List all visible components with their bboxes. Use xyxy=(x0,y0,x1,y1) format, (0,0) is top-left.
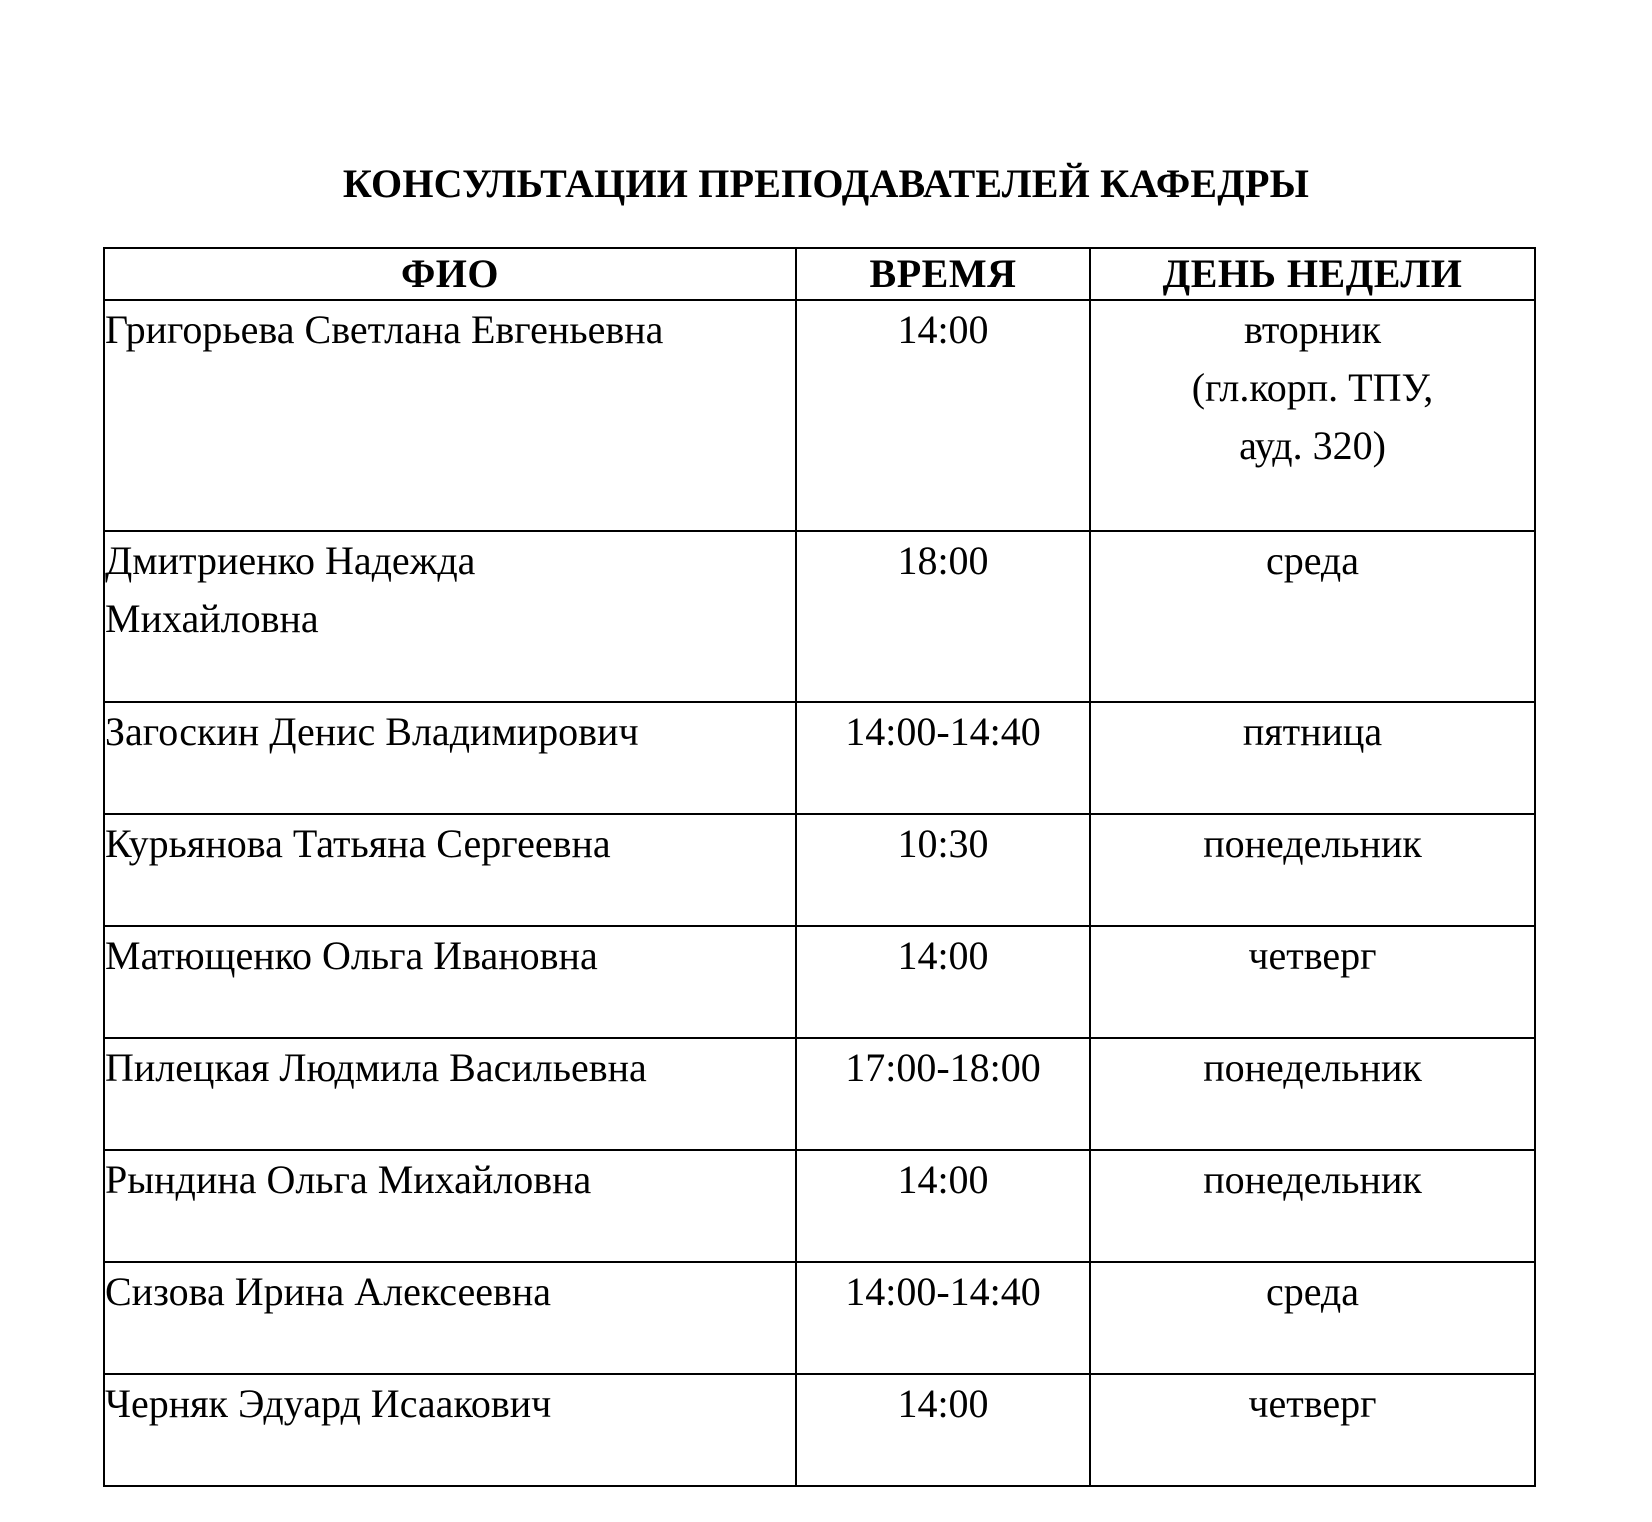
table-header-row xyxy=(104,248,1535,300)
consultation-time: 14:00-14:40 xyxy=(845,709,1041,754)
cell-name xyxy=(104,531,796,702)
consultation-day: четверг xyxy=(1248,1381,1377,1426)
cell-day xyxy=(1090,1374,1535,1486)
teacher-name: Рындина Ольга Михайловна xyxy=(105,1157,592,1202)
teacher-name: Пилецкая Людмила Васильевна xyxy=(105,1045,647,1090)
consultation-day: пятница xyxy=(1242,709,1383,754)
consultation-day: среда xyxy=(1265,538,1360,583)
consultation-time: 14:00 xyxy=(897,1381,989,1426)
cell-name xyxy=(104,1374,796,1486)
cell-day xyxy=(1090,926,1535,1038)
cell-time xyxy=(796,531,1090,702)
teacher-name: Сизова Ирина Алексеевна xyxy=(105,1269,552,1314)
consultation-time: 14:00-14:40 xyxy=(845,1269,1041,1314)
cell-time xyxy=(796,1150,1090,1262)
cell-time xyxy=(796,1038,1090,1150)
teacher-name: Черняк Эдуард Исаакович xyxy=(105,1381,552,1426)
consultation-time: 17:00-18:00 xyxy=(845,1045,1041,1090)
cell-day xyxy=(1090,1150,1535,1262)
consultation-day: среда xyxy=(1265,1269,1360,1314)
table-row xyxy=(104,531,1535,702)
cell-name xyxy=(104,814,796,926)
consultation-day: понедельник xyxy=(1203,1157,1422,1202)
teacher-name: Загоскин Денис Владимирович xyxy=(105,709,639,754)
consultation-day: вторник (гл.корп. ТПУ, ауд. 320) xyxy=(1191,307,1434,468)
cell-day xyxy=(1090,814,1535,926)
table-row xyxy=(104,814,1535,926)
table-row xyxy=(104,1150,1535,1262)
consultation-day: понедельник xyxy=(1203,1045,1422,1090)
cell-time xyxy=(796,300,1090,531)
consultation-time: 14:00 xyxy=(897,307,989,352)
page-title: КОНСУЛЬТАЦИИ ПРЕПОДАВАТЕЛЕЙ КАФЕДРЫ xyxy=(342,161,1310,206)
cell-day xyxy=(1090,702,1535,814)
consultation-time: 14:00 xyxy=(897,933,989,978)
consultation-time: 14:00 xyxy=(897,1157,989,1202)
consultation-time: 10:30 xyxy=(897,821,989,866)
table-row xyxy=(104,1262,1535,1374)
consultation-time: 18:00 xyxy=(897,538,989,583)
column-header-name: ФИО xyxy=(104,248,796,300)
table-row xyxy=(104,300,1535,531)
consultation-table xyxy=(103,247,1536,1487)
column-header-time: ВРЕМЯ xyxy=(796,248,1090,300)
consultation-day: четверг xyxy=(1248,933,1377,978)
table-row xyxy=(104,1374,1535,1486)
teacher-name: Дмитриенко Надежда Михайловна xyxy=(105,538,476,641)
cell-name xyxy=(104,1262,796,1374)
cell-time xyxy=(796,1262,1090,1374)
cell-name xyxy=(104,702,796,814)
teacher-name: Курьянова Татьяна Сергеевна xyxy=(105,821,611,866)
cell-day xyxy=(1090,1038,1535,1150)
column-header-day: ДЕНЬ НЕДЕЛИ xyxy=(1090,248,1535,300)
table-row xyxy=(104,702,1535,814)
cell-name xyxy=(104,926,796,1038)
cell-time xyxy=(796,1374,1090,1486)
cell-day xyxy=(1090,300,1535,531)
cell-day xyxy=(1090,1262,1535,1374)
teacher-name: Матющенко Ольга Ивановна xyxy=(105,933,598,978)
cell-time xyxy=(796,702,1090,814)
teacher-name: Григорьева Светлана Евгеньевна xyxy=(105,307,664,352)
cell-time xyxy=(796,926,1090,1038)
cell-day xyxy=(1090,531,1535,702)
cell-name xyxy=(104,1038,796,1150)
consultation-day: понедельник xyxy=(1203,821,1422,866)
cell-time xyxy=(796,814,1090,926)
cell-name xyxy=(104,1150,796,1262)
table-row xyxy=(104,926,1535,1038)
cell-name xyxy=(104,300,796,531)
table-row xyxy=(104,1038,1535,1150)
